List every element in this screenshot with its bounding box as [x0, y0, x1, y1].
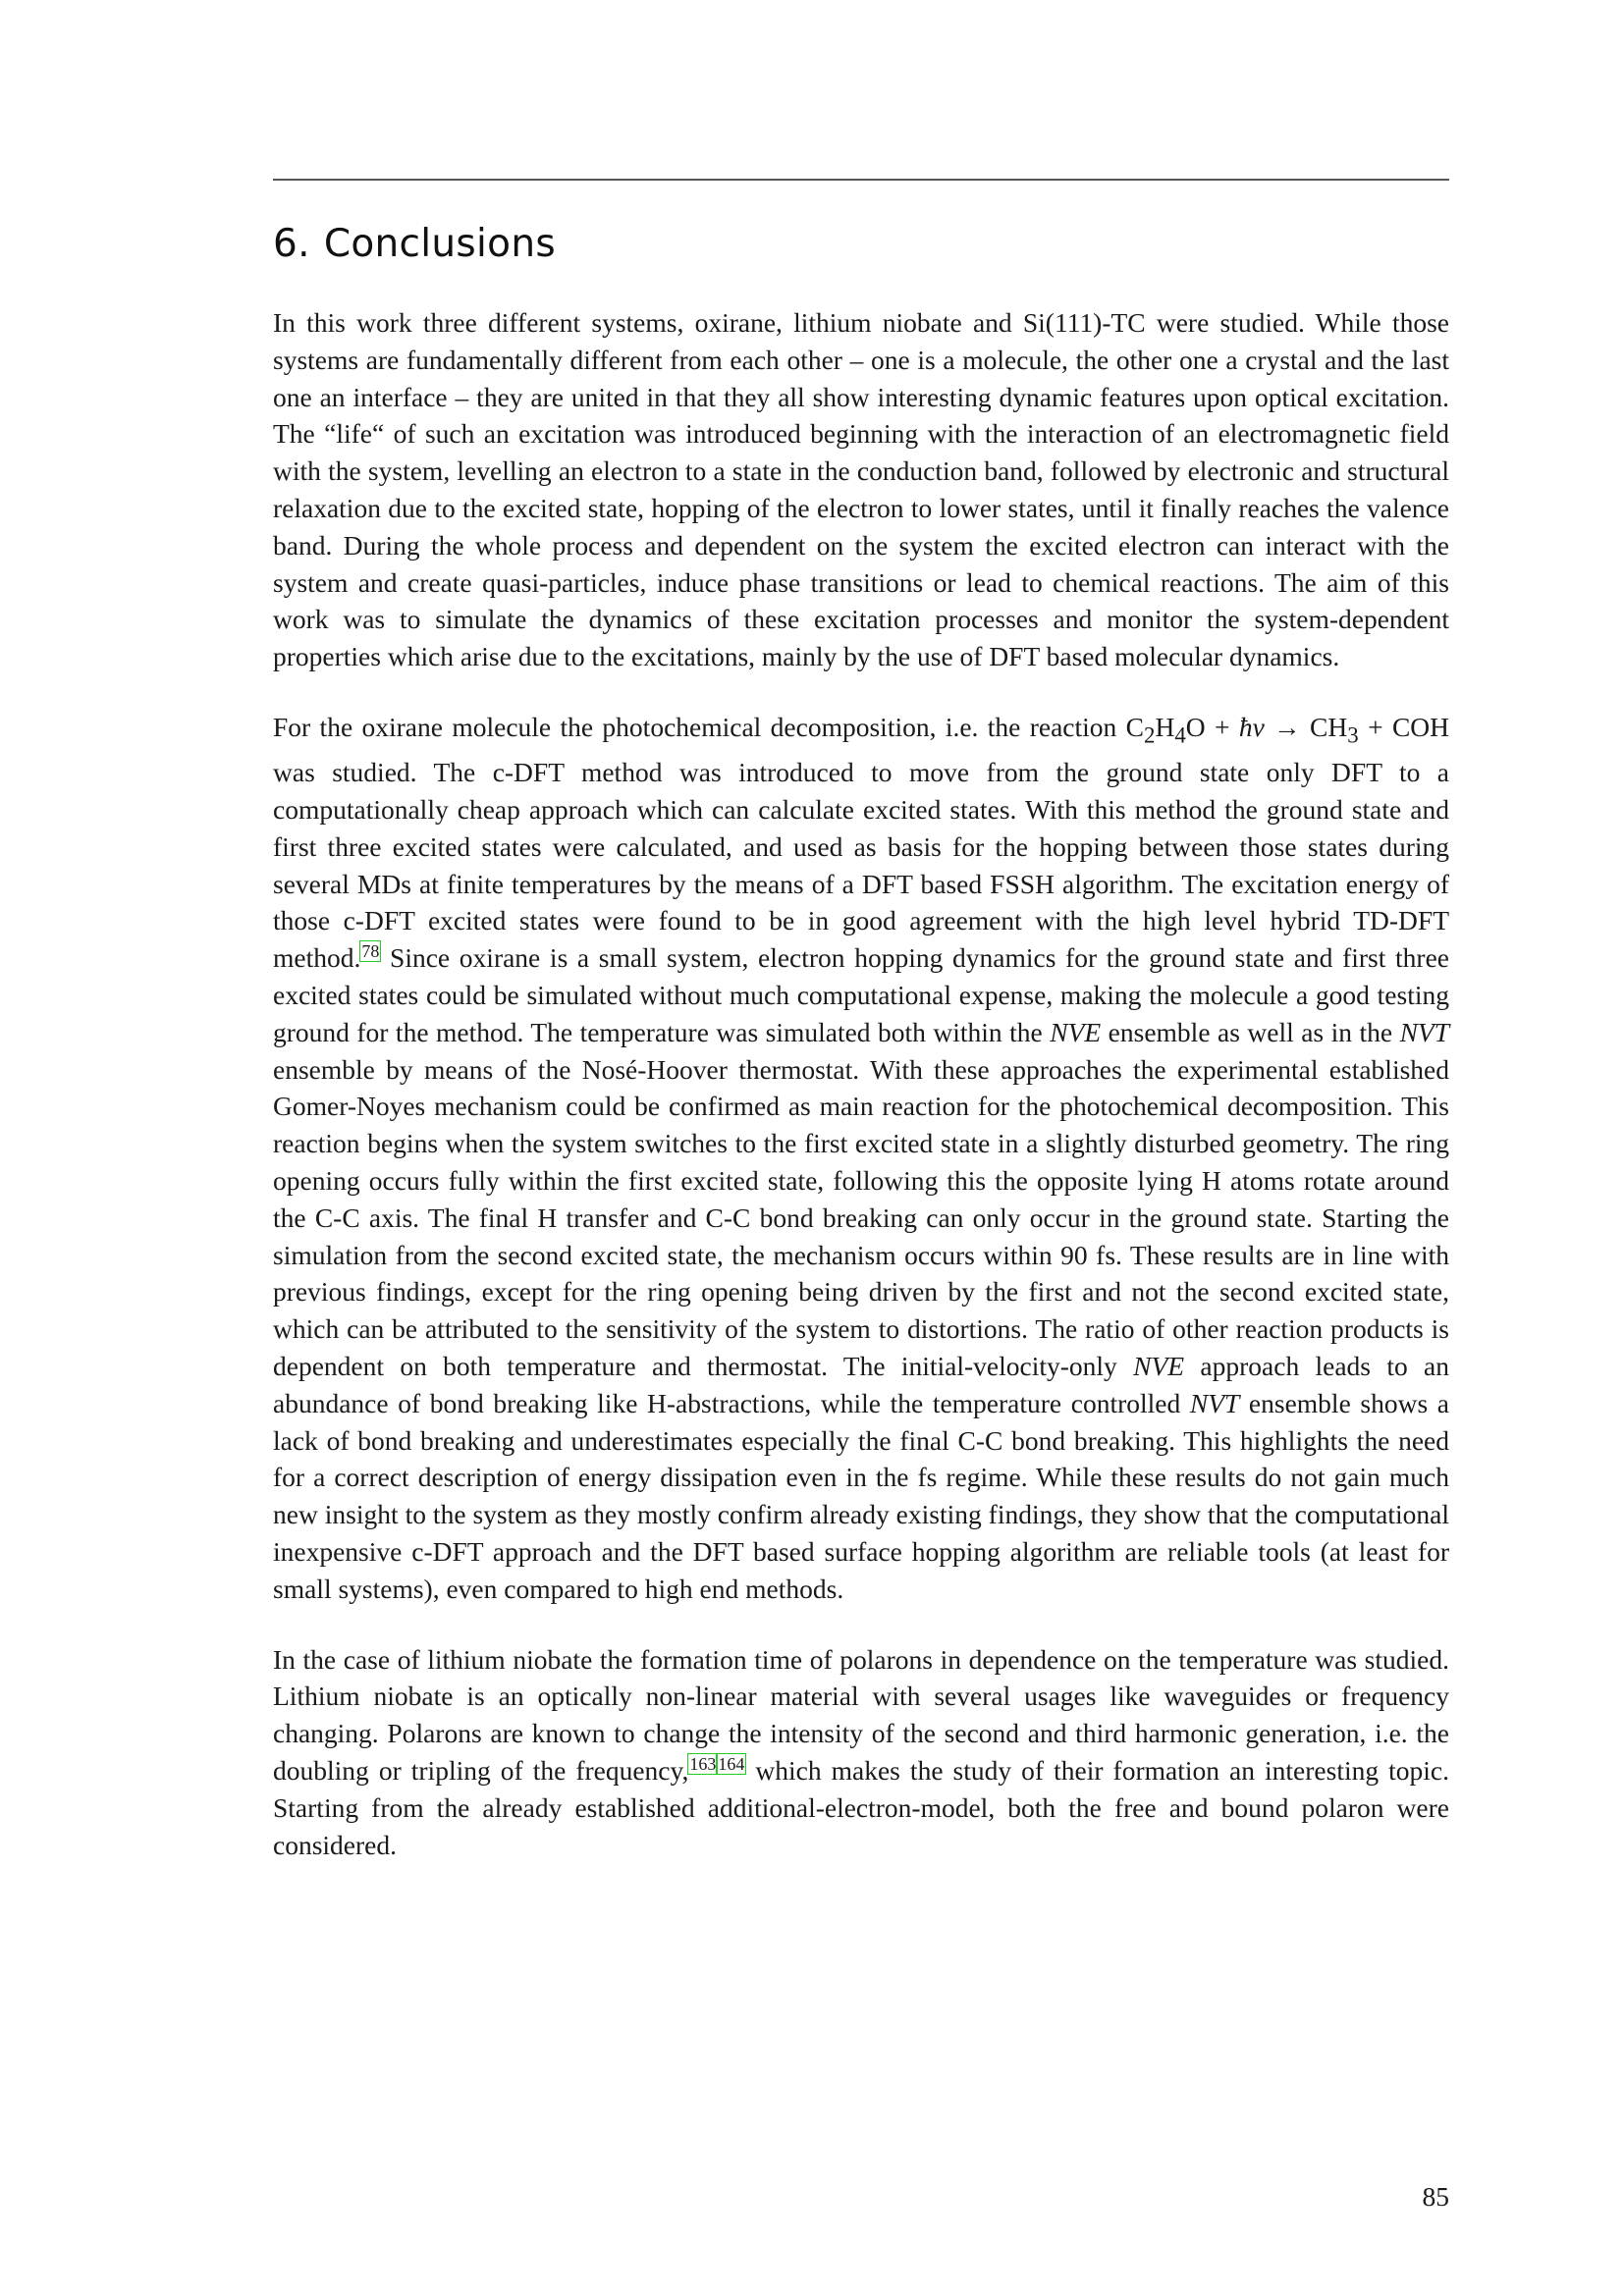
math-hnu: ħν: [1238, 711, 1265, 742]
math-nve: NVE: [1050, 1016, 1102, 1047]
text-span: Since oxirane is a small system, electron hopping dynamics for the ground state and first three excited states could be simulated without much computational expense, making the molecule a good testing ground for the method. The temperature was simulated both within the: [273, 942, 1449, 1047]
math-nvt: NVT: [1399, 1016, 1449, 1047]
text-span: H: [1155, 711, 1175, 742]
page-number: 85: [1422, 2181, 1449, 2212]
citation[interactable]: [688, 1754, 745, 1774]
text-span: In the case of lithium niobate the formation time of polarons in dependence on the temperature was studied. Lithium niobate is an optically non-linear material with several usages like waveguides or frequency changing. Polarons are known to change the intensity of the second and third harmonic generation, i.e. the doubling or tripling of the frequency,: [273, 1643, 1449, 1786]
text-span: For the oxirane molecule the photochemical decomposition, i.e. the reaction C: [273, 711, 1144, 742]
citation-link[interactable]: 164: [718, 1753, 745, 1774]
subscript: 2: [1144, 722, 1156, 748]
citation[interactable]: [360, 941, 380, 961]
chapter-number: 6.: [273, 222, 310, 266]
math-nve: NVE: [1133, 1351, 1185, 1382]
text-span: O +: [1185, 711, 1239, 742]
paragraph-oxirane: [273, 709, 1449, 1608]
subscript: 3: [1347, 722, 1359, 748]
text-span: ensemble by means of the Nosé-Hoover thermostat. With these approaches the experimental established Gomer-Noyes mechanism could be confirmed as main reaction for the photochemical decomposition. This reaction begins when the system switches to the first excited state in a slightly disturbed geometry. The ring opening occurs fully within the first excited state, following this the opposite lying H atoms rotate around the C-C axis. The final H transfer and C-C bond breaking can only occur in the ground state. Starting the simulation from the second excited state, the mechanism occurs within 90 fs. These results are in line with previous findings, except for the ring opening being driven by the first and not the second excited state, which can be attributed to the sensitivity of the system to distortions. The ratio of other reaction products is dependent on both temperature and thermostat. The initial-velocity-only: [273, 1053, 1449, 1382]
math-nvt: NVT: [1189, 1387, 1240, 1418]
citation-link[interactable]: 163: [689, 1753, 717, 1774]
text-span: + COH was studied. The c-DFT method was introduced to move from the ground state only DFT to a computationally cheap approach which can calculate excited states. With this method the ground state and first three excited states were calculated, and used as basis for the hopping between those states during several MDs at finite temperatures by the means of a DFT based FSSH algorithm. The excitation energy of those c-DFT excited states were found to be in good agreement with the high level hybrid TD-DFT method.: [273, 711, 1450, 974]
paragraph-intro: In this work three different systems, oxirane, lithium niobate and Si(111)-TC were studied. While those systems are fundamentally different from each other – one is a molecule, the other one a crystal and the last one an interface – they are united in that they all show interesting dynamic features upon optical excitation. The “life“ of such an excitation was introduced beginning with the interaction of an electromagnetic field with the system, levelling an electron to a state in the conduction band, followed by electronic and structural relaxation due to the excited state, hopping of the electron to lower states, until it finally reaches the valence band. During the whole process and dependent on the system the excited electron can interact with the system and create quasi-particles, induce phase transitions or lead to chemical reactions. The aim of this work was to simulate the dynamics of these excitation processes and monitor the system-dependent properties which arise due to the excitations, mainly by the use of DFT based molecular dynamics.: [273, 307, 1449, 672]
body-text: [273, 304, 1449, 1863]
text-span: ensemble shows a lack of bond breaking and underestimates especially the final C-C bond breaking. This highlights the need for a correct description of energy dissipation even in the fs regime. While these results do not gain much new insight to the system as they mostly confirm already existing findings, they show that the computational inexpensive c-DFT approach and the DFT based surface hopping algorithm are reliable tools (at least for small systems), even compared to high end methods.: [273, 1387, 1449, 1604]
text-span: → CH: [1264, 711, 1348, 742]
text-span: which makes the study of their formation an interesting topic. Starting from the already established additional-electron-model, both the free and bound polaron were considered.: [273, 1754, 1449, 1860]
citation-link[interactable]: 78: [361, 941, 380, 962]
paragraph-lithium-niobate: [273, 1641, 1449, 1864]
subscript: 4: [1174, 722, 1186, 748]
chapter-title: Conclusions: [323, 222, 556, 266]
chapter-heading: [273, 222, 556, 266]
text-span: approach leads to an abundance of bond breaking like H-abstractions, while the temperature controlled: [273, 1351, 1449, 1418]
header-rule: [273, 179, 1449, 181]
text-span: ensemble as well as in the: [1101, 1016, 1400, 1047]
